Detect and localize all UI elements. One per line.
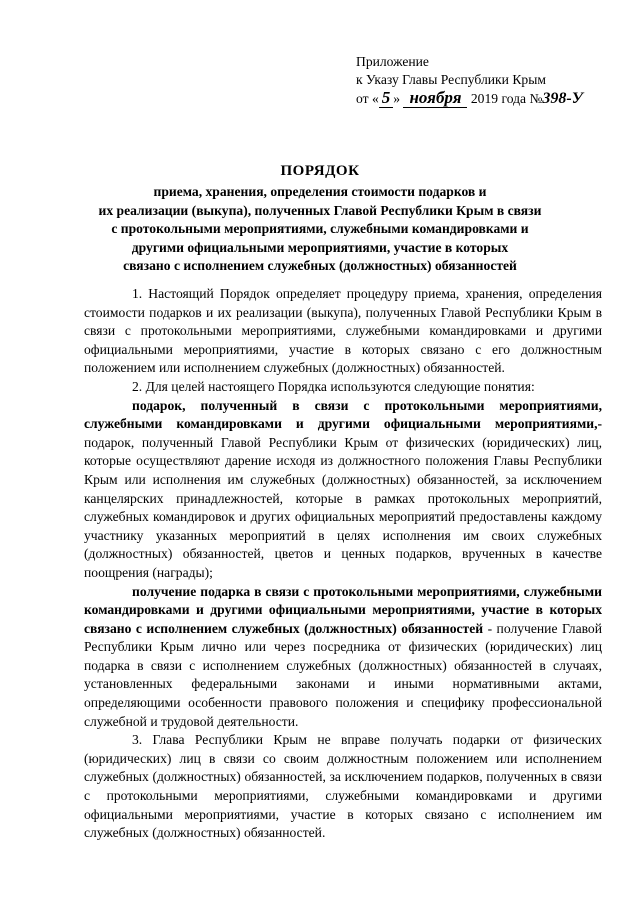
paragraph-2: 2. Для целей настоящего Порядка используются следующие понятия: — [132, 378, 535, 394]
definition-1-term: подарок, полученный в связи с протокольными мероприятиями, служебными командировками и другими официальными мероприятиями,- — [84, 397, 602, 432]
document-title: ПОРЯДОК — [280, 163, 360, 179]
date-month: ноября — [403, 88, 467, 108]
definition-1-text: подарок, полученный Главой Республики Крым от физических (юридических) лиц, которые осуществляют дарение исходя из должностного положения Главы Республики Крым или исполнения им служебных (должностных) обязанностей, за исключением канцелярских принадлежностей, которые в рамках протокольных мероприятий, служебных командировок и других официальных мероприятий предоставлены каждому участнику указанных мероприятий в целях исполнения им своих служебных (должностных) обязанностей, цветов и ценных подарков, врученных в качестве поощрения (награды); — [84, 434, 602, 580]
subtitle-line: с протокольными мероприятиями, служебными командировками и — [111, 221, 529, 236]
annex-line-1: Приложение — [356, 54, 429, 69]
paragraph-1: 1. Настоящий Порядок определяет процедуру приема, хранения, определения стоимости подарков и их реализации (выкупа), полученных Главой Республики Крым в связи с протокольными мероприятиями, служебными командировками и другими официальными мероприятиями, участие в которых связано с его должностным положением или исполнением служебных (должностных) обязанностей. — [84, 286, 602, 376]
subtitle-line: приема, хранения, определения стоимости подарков и — [153, 184, 487, 199]
annex-header — [356, 53, 583, 108]
document-body — [84, 285, 602, 843]
definition-2-term: получение подарка в связи с протокольными мероприятиями, служебными командировками и другими официальными мероприятиями, участие в которых связано с исполнением служебных (должностных) обязанностей — [84, 583, 602, 636]
date-year: 2019 года № — [470, 91, 543, 106]
date-mid: » — [393, 91, 401, 106]
subtitle-line: их реализации (выкупа), полученных Главой Республики Крым в связи — [98, 202, 542, 218]
definition-1 — [84, 397, 602, 583]
definition-2-text: - получение Главой Республики Крым лично или через посредника от физических (юридических) лиц подарка в связи с исполнением служебных (должностных) обязанностей в случаях, установленных федеральными законами и иными нормативными актами, определяющими особенности правового положения и специфику профессиональной служебной и трудовой деятельности. — [84, 620, 603, 729]
subtitle-line: связано с исполнением служебных (должностных) обязанностей — [123, 258, 517, 273]
definition-2 — [84, 583, 602, 732]
paragraph-3: 3. Глава Республики Крым не вправе получать подарки от физических (юридических) лиц в связи со своим должностным положением или исполнением служебных (должностных) обязанностей, за исключением подарков, полученных в связи с протокольными мероприятиями, служебными командировками и другими официальными мероприятиями, участие в которых связано с исполнением им служебных (должностных) обязанностей. — [84, 732, 602, 841]
date-day: 5 — [379, 88, 394, 108]
document-subtitle — [80, 183, 560, 276]
decree-number: 398-У — [542, 90, 583, 107]
date-prefix: от « — [356, 91, 379, 106]
annex-date-line — [356, 89, 583, 108]
annex-line-2: к Указу Главы Республики Крым — [356, 72, 546, 87]
subtitle-line: другими официальными мероприятиями, участие в которых — [131, 239, 509, 255]
